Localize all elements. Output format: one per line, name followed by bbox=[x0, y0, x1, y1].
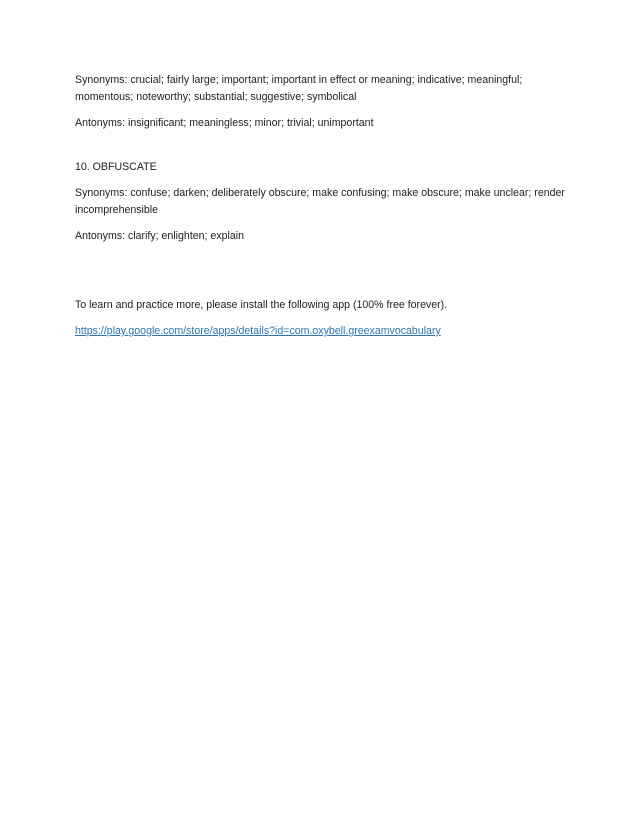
word-heading-obfuscate: 10. OBFUSCATE bbox=[75, 161, 157, 173]
promo-text: To learn and practice more, please install the following app (100% free forever). bbox=[75, 299, 448, 311]
antonyms-text-prev: Antonyms: insignificant; meaningless; minor; trivial; unimportant bbox=[75, 117, 374, 129]
synonyms-text-obfuscate: Synonyms: confuse; darken; deliberately obscure; make confusing; make obscure; make unclear; render incomprehensible bbox=[75, 187, 565, 216]
document-content bbox=[75, 72, 567, 340]
app-store-link[interactable]: https://play.google.com/store/apps/details?id=com.oxybell.greexamvocabulary bbox=[75, 325, 441, 337]
app-link-container bbox=[75, 323, 567, 340]
synonyms-text-prev: Synonyms: crucial; fairly large; important; important in effect or meaning; indicative; meaningful; momentous; noteworthy; substantial; suggestive; symbolical bbox=[75, 74, 523, 103]
antonyms-text-obfuscate: Antonyms: clarify; enlighten; explain bbox=[75, 230, 244, 242]
